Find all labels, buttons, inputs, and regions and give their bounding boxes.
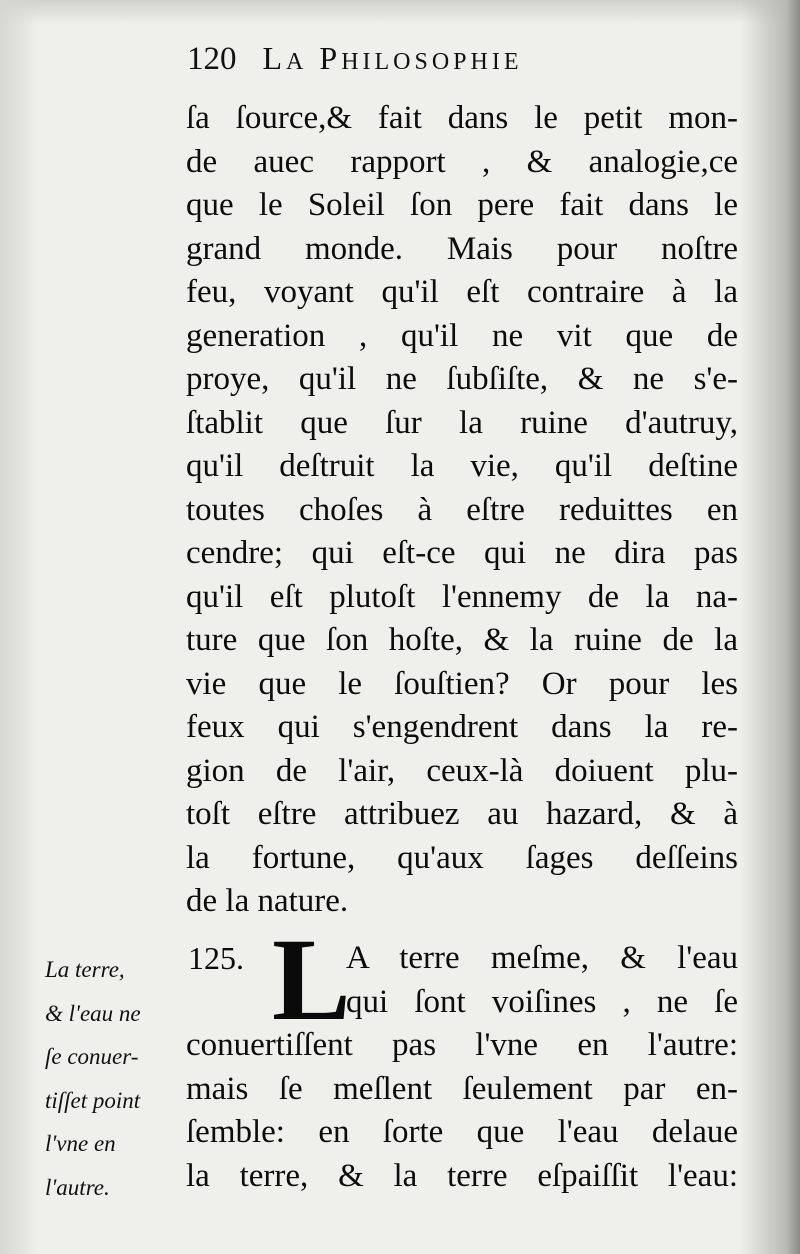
drop-cap: L: [272, 914, 351, 1045]
page-gutter-shadow: [740, 0, 800, 1254]
text-line: feux qui s'engendrent dans la re-: [186, 709, 738, 745]
margin-note-line: l'vne en: [45, 1131, 116, 1156]
paragraph-125-body: [186, 937, 738, 1198]
text-line: qu'il eſt plutoſt l'ennemy de la na-: [186, 578, 738, 615]
margin-note-line: tiſſet point: [45, 1087, 141, 1113]
text-line: feu, voyant qu'il eſt contraire à la: [186, 274, 738, 310]
page-number: 120: [187, 41, 237, 77]
text-line: conuertiſſent pas l'vne en l'autre:: [186, 1027, 738, 1063]
text-line: gion de l'air, ceux-là doiuent plu-: [186, 752, 738, 789]
text-line: de auec rapport , & analogie,ce: [186, 143, 738, 180]
text-line: la fortune, qu'aux ſages deſſeins: [186, 839, 738, 876]
paragraph-number: 125.: [188, 940, 244, 976]
page-left-shadow: [0, 0, 40, 1254]
text-line: que le Soleil ſon pere fait dans le: [186, 187, 738, 223]
text-line: qui ſont voiſines , ne ſe: [346, 983, 738, 1020]
text-line: toſt eſtre attribuez au hazard, & à: [186, 796, 738, 832]
marginal-note: [45, 948, 185, 1209]
text-line: ture que ſon hoſte, & la ruine de la: [186, 622, 738, 658]
text-line: vie que le ſouſtien? Or pour les: [186, 665, 738, 702]
text-line: proye, qu'il ne ſubſiſte, & ne s'e-: [186, 361, 738, 397]
text-line: ſa ſource,& fait dans le petit mon-: [186, 100, 738, 136]
paragraph-124-body: [186, 97, 738, 924]
running-title: LA PHILOSOPHIE: [262, 40, 523, 76]
text-line: qu'il deſtruit la vie, qu'il deſtine: [186, 448, 738, 484]
text-line: de la nature.: [186, 883, 349, 919]
text-line: la terre, & la terre eſpaiſſit l'eau:: [186, 1157, 738, 1194]
margin-note-line: l'autre.: [45, 1174, 110, 1200]
text-line: ſtablit que ſur la ruine d'autruy,: [186, 404, 738, 441]
margin-note-line: ſe conuer-: [45, 1044, 139, 1069]
margin-note-line: La terre,: [45, 957, 125, 982]
text-line: mais ſe meſlent ſeulement par en-: [186, 1070, 738, 1107]
text-line: generation , qu'il ne vit que de: [186, 317, 738, 354]
page-top-shadow: [0, 0, 800, 24]
text-line: ſemble: en ſorte que l'eau delaue: [186, 1114, 738, 1150]
text-line: grand monde. Mais pour noſtre: [186, 230, 738, 267]
text-line: A terre meſme, & l'eau: [346, 940, 738, 976]
text-line: toutes choſes à eſtre reduittes en: [186, 491, 738, 528]
margin-note-line: & l'eau ne: [45, 1000, 141, 1026]
text-line: cendre; qui eſt-ce qui ne dira pas: [186, 535, 738, 571]
running-head: [187, 40, 523, 78]
